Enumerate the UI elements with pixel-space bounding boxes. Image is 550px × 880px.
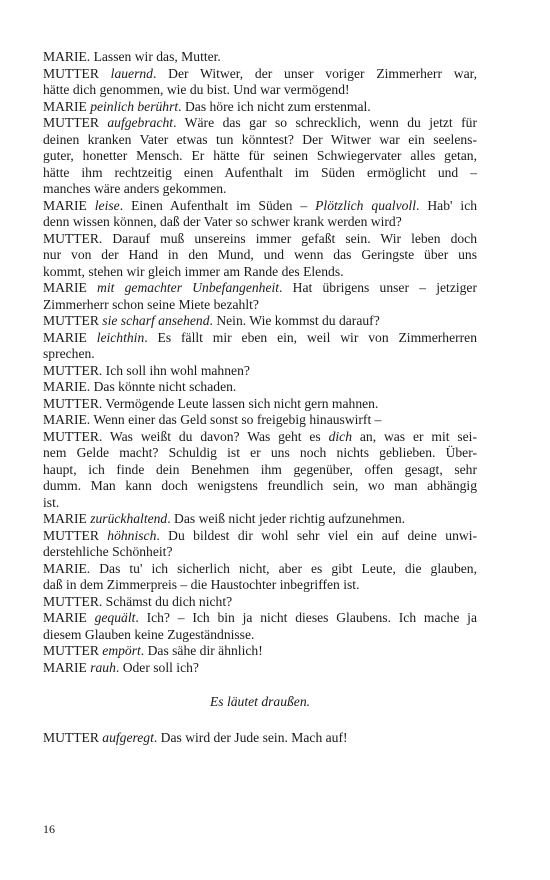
text-line bbox=[43, 363, 477, 380]
text-line bbox=[43, 643, 477, 660]
line-segment: MARIE bbox=[43, 197, 95, 213]
line-segment: haupt, ich finde dein Benehmen ihm gegenüber, offen gesagt, sehr bbox=[43, 461, 477, 477]
text-line bbox=[43, 148, 477, 165]
text-line bbox=[43, 165, 477, 182]
line-segment: daß in dem Zimmerpreis – die Haustochter inbegriffen ist. bbox=[43, 577, 360, 592]
text-line bbox=[43, 231, 477, 248]
line-segment: dumm. Man kann doch wenigstens freundlich sein, wo man abhängig bbox=[43, 478, 477, 493]
line-segment: MARIE bbox=[43, 511, 91, 526]
stage-direction: Es läutet draußen. bbox=[209, 694, 311, 709]
line-segment: MUTTER bbox=[43, 527, 108, 543]
text-line bbox=[43, 297, 477, 314]
line-segment: . Der Witwer, der unser voriger Zimmerherr war, bbox=[152, 65, 477, 81]
line-segment: MUTTER bbox=[43, 65, 111, 81]
line-segment: . Das sähe dir ähnlich! bbox=[140, 643, 263, 658]
stage-note: aufgeregt bbox=[102, 729, 154, 745]
text-line bbox=[43, 132, 477, 149]
text-line bbox=[43, 610, 477, 627]
line-segment: guter, honetter Mensch. Er hätte für seinen Schwiegervater alles getan, bbox=[43, 148, 477, 163]
line-segment: . Nein. Wie kommst du darauf? bbox=[209, 313, 380, 328]
text-line bbox=[43, 429, 477, 446]
line-segment: . Du bildest dir wohl sehr viel ein auf deine unwi- bbox=[156, 527, 477, 543]
text-line bbox=[43, 511, 477, 528]
text-line bbox=[43, 280, 477, 297]
closing-dialogue-block bbox=[43, 730, 477, 747]
line-segment: . Es fällt mir eben ein, weil wir von Zimmerherren bbox=[144, 329, 477, 345]
line-segment: deinen kranken Vater etwas tun könntest? Der Witwer war ein seelens- bbox=[43, 131, 477, 147]
line-segment: denn wissen können, daß der Vater so schwer krank werden wird? bbox=[43, 214, 402, 229]
line-segment: derstehliche Schönheit? bbox=[43, 544, 173, 559]
line-segment: MARIE. Lassen wir das, Mutter. bbox=[43, 49, 221, 64]
stage-note: leichthin bbox=[96, 329, 145, 345]
line-segment: MUTTER bbox=[43, 643, 103, 658]
text-line bbox=[43, 495, 477, 512]
stage-note: empört bbox=[102, 643, 141, 658]
line-segment: MUTTER. Was weißt du davon? Was geht es bbox=[43, 428, 329, 444]
text-line bbox=[43, 346, 477, 363]
text-line bbox=[43, 445, 477, 462]
stage-note: gequält bbox=[94, 610, 136, 625]
line-segment: MUTTER bbox=[43, 729, 103, 745]
line-segment: MUTTER. Darauf muß unsereins immer gefaßt sein. Wir leben doch bbox=[43, 230, 477, 246]
text-line bbox=[43, 379, 477, 396]
line-segment: manches wäre anders gekommen. bbox=[43, 181, 227, 196]
line-segment: MUTTER. Ich soll ihn wohl mahnen? bbox=[43, 362, 250, 378]
text-line bbox=[43, 577, 477, 594]
page-number: 16 bbox=[43, 822, 55, 836]
stage-note: Plötzlich qualvoll bbox=[315, 197, 416, 213]
text-line bbox=[43, 462, 477, 479]
text-line bbox=[43, 561, 477, 578]
text-line bbox=[43, 627, 477, 644]
line-segment: hätte ihm rechtzeitig einen Aufenthalt im Süden ermöglicht und – bbox=[43, 164, 477, 180]
text-line bbox=[43, 181, 477, 198]
text-line bbox=[43, 730, 477, 747]
line-segment: nur von der Hand in den Mund, und wenn das Geringste über uns bbox=[43, 247, 477, 262]
line-segment: sprechen. bbox=[43, 346, 95, 361]
line-segment: MARIE. Wenn einer das Geld sonst so freigebig hinauswirft – bbox=[43, 412, 382, 427]
text-line bbox=[43, 412, 477, 429]
line-segment: . Hat übrigens unser – jetziger bbox=[279, 280, 477, 295]
line-segment: diesem Glauben keine Zugeständnisse. bbox=[43, 626, 255, 642]
stage-note: leise bbox=[94, 197, 120, 213]
stage-note: aufgebracht bbox=[107, 115, 174, 130]
line-segment: kommt, stehen wir gleich immer am Rande des Elends. bbox=[43, 263, 344, 279]
text-line bbox=[43, 82, 477, 99]
line-segment: . Das höre ich nicht zum erstenmal. bbox=[178, 98, 371, 114]
line-segment: MARIE bbox=[43, 659, 91, 675]
line-segment: MUTTER. Schämst du dich nicht? bbox=[43, 593, 233, 609]
line-segment: . Einen Aufenthalt im Süden – bbox=[119, 197, 316, 213]
text-line bbox=[43, 528, 477, 545]
line-segment: Zimmerherr schon seine Miete bezahlt? bbox=[43, 296, 259, 312]
stage-note: höhnisch bbox=[107, 527, 157, 543]
stage-note: peinlich berührt bbox=[90, 98, 179, 114]
line-segment: MARIE bbox=[43, 98, 91, 114]
line-segment: MUTTER. Vermögende Leute lassen sich nicht gern mahnen. bbox=[43, 395, 379, 411]
text-line bbox=[43, 313, 477, 330]
page-text bbox=[43, 49, 477, 746]
text-line bbox=[43, 478, 477, 495]
dialogue-block bbox=[43, 49, 477, 676]
text-line bbox=[43, 330, 477, 347]
line-segment: MARIE. Das könnte nicht schaden. bbox=[43, 379, 237, 394]
text-line bbox=[43, 214, 477, 231]
text-line bbox=[43, 49, 477, 66]
line-segment: . Das wird der Jude sein. Mach auf! bbox=[153, 729, 348, 745]
stage-note: dich bbox=[328, 428, 352, 444]
text-line bbox=[43, 544, 477, 561]
line-segment: an, was er mit sei- bbox=[352, 428, 477, 444]
text-line bbox=[43, 247, 477, 264]
text-line bbox=[43, 264, 477, 281]
stage-note: zurückhaltend bbox=[90, 511, 168, 526]
line-segment: nem Gelde macht? Schuldig ist er uns noch nichts geblieben. Über- bbox=[43, 445, 477, 460]
line-segment: ist. bbox=[43, 494, 60, 510]
text-line bbox=[43, 115, 477, 132]
line-segment: MUTTER bbox=[43, 115, 108, 130]
line-segment: hätte dich genommen, wie du bist. Und war vermögend! bbox=[43, 82, 350, 97]
text-line bbox=[43, 99, 477, 116]
text-line bbox=[43, 66, 477, 83]
line-segment: MARIE. Das tu' ich sicherlich nicht, aber es gibt Leute, die glauben, bbox=[43, 560, 477, 576]
text-line bbox=[43, 396, 477, 413]
text-line bbox=[43, 198, 477, 215]
stage-note: lauernd bbox=[110, 65, 153, 81]
stage-note: rauh bbox=[90, 659, 116, 675]
stage-note: sie scharf ansehend bbox=[102, 313, 210, 328]
text-line bbox=[43, 594, 477, 611]
line-segment: MARIE bbox=[43, 280, 98, 295]
text-line bbox=[43, 660, 477, 677]
line-segment: . Wäre das gar so schrecklich, wenn du jetzt für bbox=[173, 115, 478, 130]
line-segment: . Hab' ich bbox=[415, 197, 478, 213]
line-segment: . Das weiß nicht jeder richtig aufzunehmen. bbox=[167, 511, 406, 526]
line-segment: MARIE bbox=[43, 610, 95, 625]
line-segment: MARIE bbox=[43, 329, 97, 345]
line-segment: . Oder soll ich? bbox=[115, 659, 199, 675]
stage-note: mit gemachter Unbefangenheit bbox=[97, 280, 280, 295]
line-segment: MUTTER bbox=[43, 313, 103, 328]
line-segment: . Ich? – Ich bin ja nicht dieses Glaubens. Ich mache ja bbox=[135, 610, 477, 625]
